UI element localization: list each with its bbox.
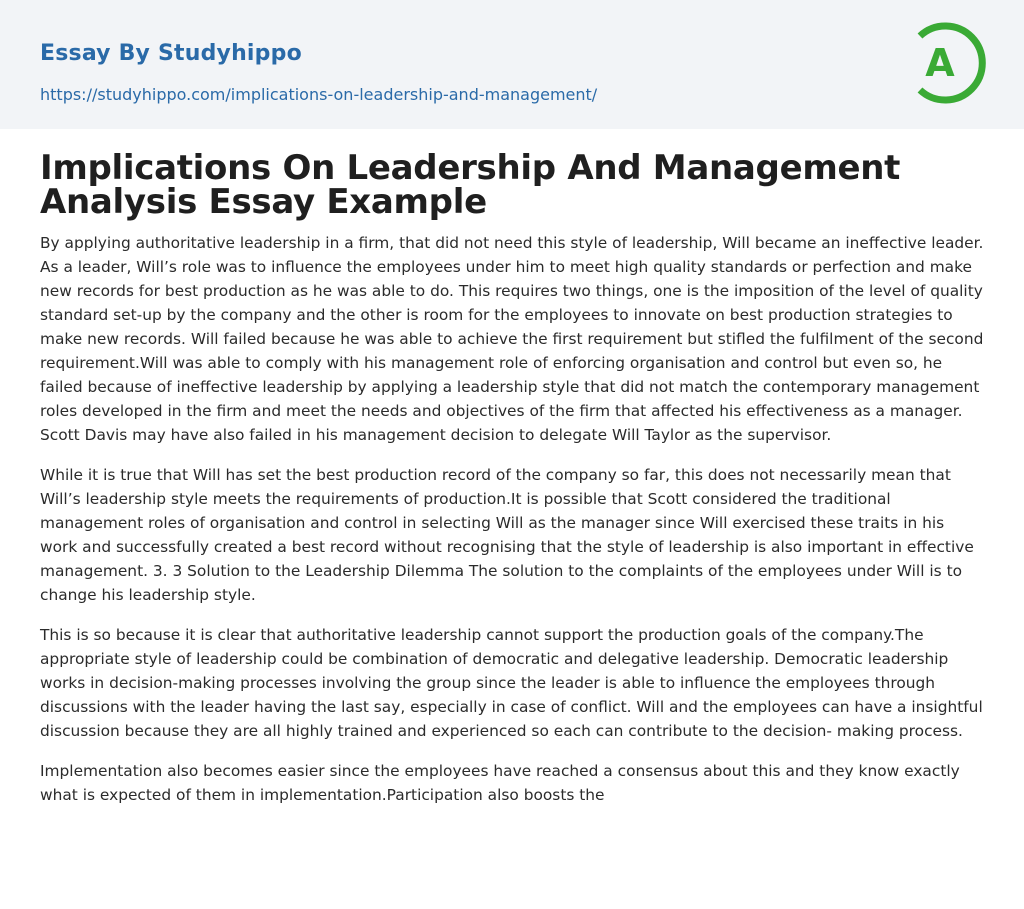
article-paragraph-2: While it is true that Will has set the best production record of the company so far, this does not necessarily mean that Will’s leadership style meets the requirements of production.It is possible that Scott considered the traditional management roles of organisation and control in selecting Will as the manager since Will exercised these traits in his work and successfully created a best record without recognising that the style of leadership is also important in effective management. 3. 3 Solution to the Leadership Dilemma The solution to the complaints of the employees under Will is to change his leadership style. bbox=[40, 466, 974, 604]
source-url-link[interactable]: https://studyhippo.com/implications-on-leadership-and-management/ bbox=[40, 85, 598, 104]
article-body bbox=[40, 148, 986, 823]
article-title: Implications On Leadership And Management Analysis Essay Example bbox=[40, 148, 901, 222]
article-paragraph-1: By applying authoritative leadership in a firm, that did not need this style of leadership, Will became an ineffective leader. As a leader, Will’s role was to influence the employees under him to meet high quality standards or perfection and make new records for best production as he was able to do. This requires two things, one is the imposition of the level of quality standard set-up by the company and the other is room for the employees to innovate on best production strategies to make new records. Will failed because he was able to achieve the first requirement but stifled the fulfilment of the second requirement.Will was able to comply with his management role of enforcing organisation and control but even so, he failed because of ineffective leadership by applying a leadership style that did not match the contemporary management roles developed in the firm and meet the needs and objectives of the firm that affected his effectiveness as a manager. Scott Davis may have also failed in his management decision to delegate Will Taylor as the supervisor. bbox=[40, 234, 984, 444]
logo-letter: A bbox=[925, 41, 955, 85]
studyhippo-logo-icon[interactable] bbox=[912, 20, 986, 106]
article-paragraph-4: Implementation also becomes easier since the employees have reached a consensus about this and they know exactly what is expected of them in implementation.Participation also boosts the bbox=[40, 762, 960, 804]
article-paragraph-3: This is so because it is clear that authoritative leadership cannot support the production goals of the company.The appropriate style of leadership could be combination of democratic and delegative leadership. Democratic leadership works in decision-making processes involving the group since the leader is able to influence the employees through discussions with the leader having the last say, especially in case of conflict. Will and the employees can have a insightful discussion because they are all highly trained and experienced so each can contribute to the decision- making process. bbox=[40, 626, 983, 740]
site-header bbox=[0, 0, 1024, 129]
site-name[interactable]: Essay By Studyhippo bbox=[40, 41, 302, 66]
